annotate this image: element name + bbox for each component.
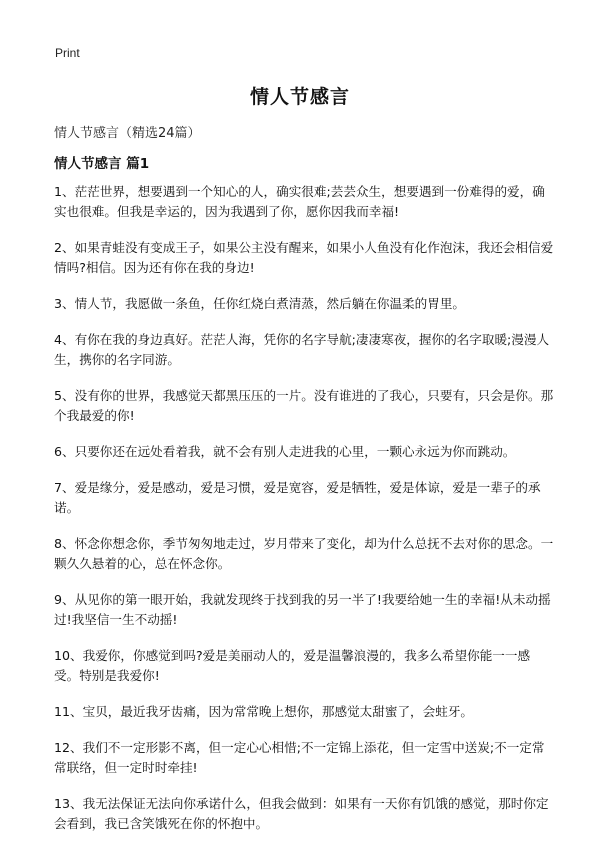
list-item: 2、如果青蛙没有变成王子，如果公主没有醒来，如果小人鱼没有化作泡沫，我还会相信爱情吗?相信。因为还有你在我的身边! (54, 240, 554, 275)
list-item: 3、情人节，我愿做一条鱼，任你红烧白煮清蒸，然后躺在你温柔的胃里。 (54, 296, 466, 311)
list-item: 13、我无法保证无法向你承诺什么，但我会做到：如果有一天你有饥饿的感觉，那时你定会看到，我已含笑饿死在你的怀抱中。 (54, 796, 549, 831)
list-item: 4、有你在我的身边真好。茫茫人海，凭你的名字导航;凄凄寒夜，握你的名字取暖;漫漫人生，携你的名字同游。 (54, 332, 550, 367)
list-item: 5、没有你的世界，我感觉天都黑压压的一片。没有谁进的了我心，只要有，只会是你。那个我最爱的你! (54, 388, 554, 423)
list-item: 9、从见你的第一眼开始，我就发现终于找到我的另一半了!我要给她一生的幸福!从未动摇过!我坚信一生不动摇! (54, 592, 551, 627)
list-item: 10、我爱你，你感觉到吗?爱是美丽动人的，爱是温馨浪漫的，我多么希望你能一一感受。特别是我爱你! (54, 648, 531, 683)
entry-list (54, 182, 554, 850)
list-item: 1、茫茫世界，想要遇到一个知心的人，确实很难;芸芸众生，想要遇到一份难得的爱，确实也很难。但我是幸运的，因为我遇到了你，愿你因我而幸福! (54, 184, 545, 219)
list-item: 8、怀念你想念你，季节匆匆地走过，岁月带来了变化，却为什么总抚不去对你的思念。一颗久久悬着的心，总在怀念你。 (54, 536, 554, 571)
list-item: 7、爱是缘分，爱是感动，爱是习惯，爱是宽容，爱是牺牲，爱是体谅，爱是一辈子的承诺。 (54, 480, 541, 515)
page-title: 情人节感言 (249, 86, 350, 108)
section-heading: 情人节感言 篇1 (54, 156, 150, 172)
list-item: 6、只要你还在远处看着我，就不会有别人走进我的心里，一颗心永远为你而跳动。 (54, 444, 516, 459)
document-subtitle: 情人节感言（精选24篇） (54, 126, 201, 141)
print-label: Print (55, 46, 80, 60)
list-item: 11、宝贝，最近我牙齿痛，因为常常晚上想你，那感觉太甜蜜了，会蛀牙。 (54, 704, 474, 719)
list-item: 12、我们不一定形影不离，但一定心心相惜;不一定锦上添花，但一定雪中送炭;不一定常常联络，但一定时时牵挂! (54, 740, 545, 775)
